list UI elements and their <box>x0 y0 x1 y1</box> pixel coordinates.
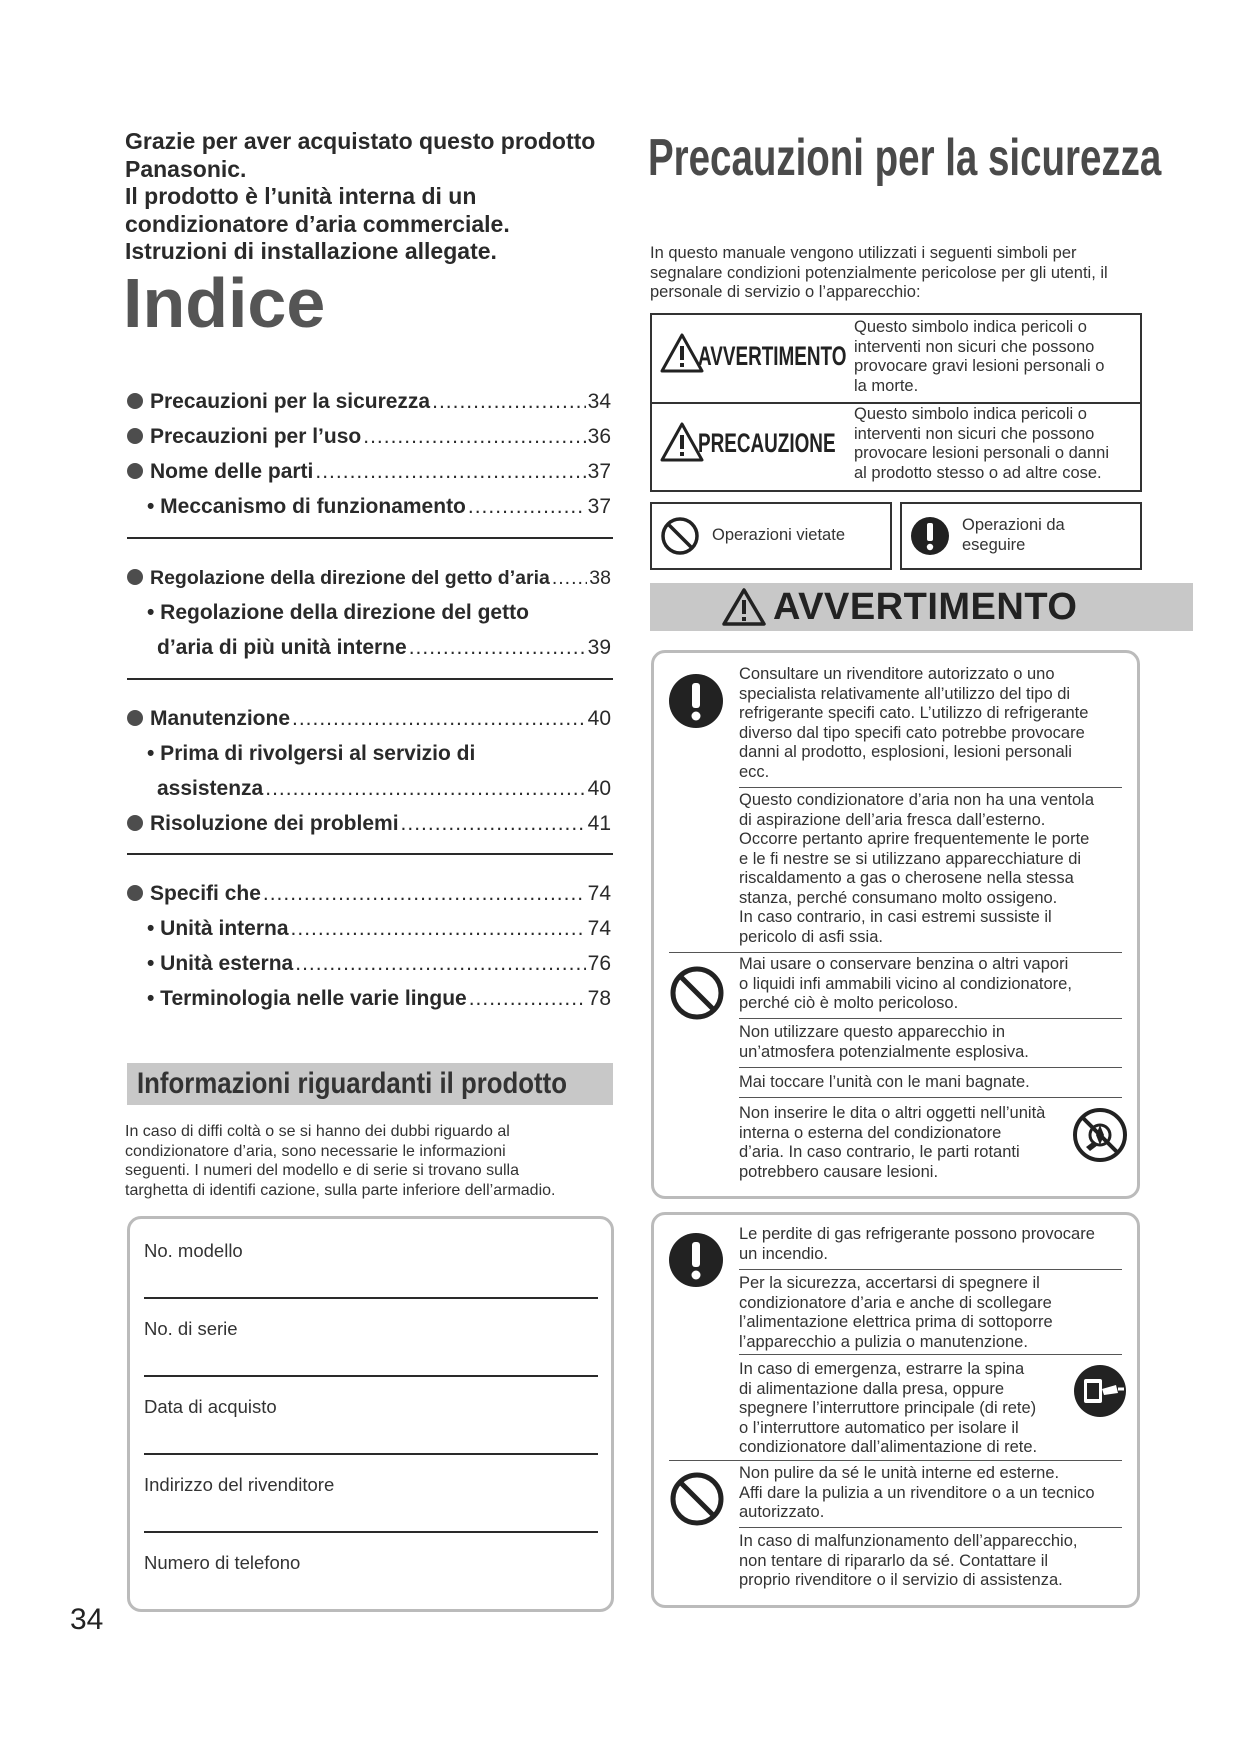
serial-number-field[interactable] <box>144 1375 598 1377</box>
purchase-date-label: Data di acquisto <box>144 1396 277 1417</box>
separator <box>739 787 1122 788</box>
product-registration-box <box>127 1216 614 1612</box>
toc-item[interactable]: Manutenzione ..... 40 <box>127 701 611 731</box>
separator <box>739 1269 1122 1270</box>
separator <box>739 1067 1122 1068</box>
warning-triangle-icon <box>722 588 766 626</box>
bullet-icon <box>127 710 143 726</box>
warning-banner: AVVERTIMENTO <box>650 583 1193 631</box>
purchase-date-field[interactable] <box>144 1453 598 1455</box>
toc-subitem-continued[interactable]: d’aria di più unità interne ..... 39 <box>157 630 611 660</box>
mandatory-action-icon <box>910 516 950 556</box>
separator <box>739 1018 1122 1019</box>
symbols-legend <box>650 313 1142 492</box>
toc-item[interactable]: Regolazione della direzione del getto d’aria ..... 38 <box>127 560 611 590</box>
product-info-heading: Informazioni riguardanti il prodotto <box>127 1063 613 1105</box>
safety-intro: In questo manuale vengono utilizzati i seguenti simboli per segnalare condizioni potenzialmente pericolose per gli utenti, il personale di servizio o l’apparecchio: <box>650 244 1108 301</box>
prohibition-icon <box>669 1471 725 1527</box>
page-number: 34 <box>70 1603 104 1636</box>
separator <box>739 1097 1122 1098</box>
model-number-field[interactable] <box>144 1297 598 1299</box>
bullet-icon <box>127 428 143 444</box>
toc-item[interactable]: Precauzioni per la sicurezza ..... 34 <box>127 384 611 414</box>
caution-symbol-row: PRECAUZIONE Questo simbolo indica pericoli o interventi non sicuri che possono provocare lesioni personali o danni al prodotto stesso o ad altre cose. <box>652 404 1140 490</box>
product-info-text: In caso di diffi coltà o se si hanno dei dubbi riguardo al condizionatore d’aria, sono necessarie le informazioni seguenti. I numeri del modello e di serie si trovano sulla targhetta di identifi cazione, sulla parte inferiore dell’armadio. <box>125 1123 556 1199</box>
toc-item[interactable]: Nome delle parti ..... 37 <box>127 454 611 484</box>
no-fingers-in-fan-icon <box>1072 1107 1128 1163</box>
toc-item[interactable]: Specifi che ..... 74 <box>127 876 611 906</box>
unplug-icon <box>1072 1363 1128 1419</box>
bullet-icon <box>127 569 143 585</box>
toc-subitem[interactable]: • Regolazione della direzione del getto <box>147 601 529 624</box>
toc-subitem-continued[interactable]: assistenza ..... 40 <box>157 771 611 801</box>
warning-symbol-row: AVVERTIMENTO Questo simbolo indica pericoli o interventi non sicuri che possono provocare gravi lesioni personali o la morte. <box>652 315 1140 404</box>
separator <box>739 1354 1122 1355</box>
required-operations-legend: Operazioni da eseguire <box>900 502 1142 570</box>
toc-subitem[interactable]: • Meccanismo di funzionamento ..... 37 <box>147 489 611 519</box>
separator <box>669 952 1122 953</box>
separator <box>669 1460 1122 1461</box>
forbidden-operations-legend: Operazioni vietate <box>650 502 892 570</box>
thank-you-message: Grazie per aver acquistato questo prodotto Panasonic. Il prodotto è l’unità interna di un condizionatore d’aria commerciale. Istruzioni di installazione allegate. <box>125 128 596 264</box>
mandatory-action-icon <box>668 1232 724 1288</box>
toc-divider <box>127 678 613 680</box>
prohibition-icon <box>669 965 725 1021</box>
bullet-icon <box>127 815 143 831</box>
toc-subitem[interactable]: • Terminologia nelle varie lingue ..... 78 <box>147 981 611 1011</box>
index-title: Indice <box>123 264 326 342</box>
prohibition-icon <box>660 516 700 556</box>
toc-item[interactable]: Risoluzione dei problemi ..... 41 <box>127 806 611 836</box>
toc-divider <box>127 853 613 855</box>
model-number-label: No. modello <box>144 1240 243 1261</box>
mandatory-action-icon <box>668 673 724 729</box>
phone-number-label: Numero di telefono <box>144 1552 301 1573</box>
serial-number-label: No. di serie <box>144 1318 238 1339</box>
warning-panel-2: Le perdite di gas refrigerante possono provocare un incendio. Per la sicurezza, accertarsi di spegnere il condizionatore d’aria e anche di scollegare l’alimentazione elettrica prima di sottoporre l’apparecchio a pulizia o manutenzione. In caso di emergenza, estrarre la spina di alimentazione dalla presa, oppure spegnere l’interruttore principale (di rete) o l’interruttore automatico per isolare il condizionatore dall’alimentazione di rete. Non pulire da sé le unità interne ed esterne. Affi dare la pulizia a un rivenditore o a un tecnico autorizzato. In caso di malfunzionamento dell’apparecchio, non tentare di ripararlo da sé. Contattare il proprio rivenditore o il servizio di assistenza. <box>651 1212 1140 1608</box>
toc-subitem[interactable]: • Prima di rivolgersi al servizio di <box>147 742 476 765</box>
bullet-icon <box>127 393 143 409</box>
dealer-address-label: Indirizzo del rivenditore <box>144 1474 335 1495</box>
toc-divider <box>127 537 613 539</box>
toc-subitem[interactable]: • Unità interna ..... 74 <box>147 911 611 941</box>
dealer-address-field[interactable] <box>144 1531 598 1533</box>
separator <box>739 1527 1122 1528</box>
bullet-icon <box>127 463 143 479</box>
bullet-icon <box>127 885 143 901</box>
toc-item[interactable]: Precauzioni per l’uso ..... 36 <box>127 419 611 449</box>
toc-subitem[interactable]: • Unità esterna ..... 76 <box>147 946 611 976</box>
warning-panel-1: Consultare un rivenditore autorizzato o uno specialista relativamente all’utilizzo del tipo di refrigerante specifi cato. L’utilizzo di refrigerante diverso dal tipo specifi cato potrebbe provocare danni al prodotto, esplosioni, lesioni personali ecc. Questo condizionatore d’aria non ha una ventola di aspirazione dell’aria fresca dall’esterno. Occorre pertanto aprire frequentemente le porte e le fi nestre se si utilizzano apparecchiature di riscaldamento a gas o cherosene nella stessa stanza, perché consumano molto ossigeno. In caso contrario, in casi estremi sussiste il pericolo di asfi ssia. Mai usare o conservare benzina o altri vapori o liquidi infi ammabili vicino al condizionatore, perché ciò è molto pericoloso. Non utilizzare questo apparecchio in un’atmosfera potenzialmente esplosiva. Mai toccare l’unità con le mani bagnate. Non inserire le dita o altri oggetti nell’unità interna o esterna del condizionatore d’aria. In caso contrario, le parti rotanti potrebbero causare lesioni. <box>651 650 1140 1199</box>
safety-title: Precauzioni per la sicurezza <box>648 129 1162 187</box>
